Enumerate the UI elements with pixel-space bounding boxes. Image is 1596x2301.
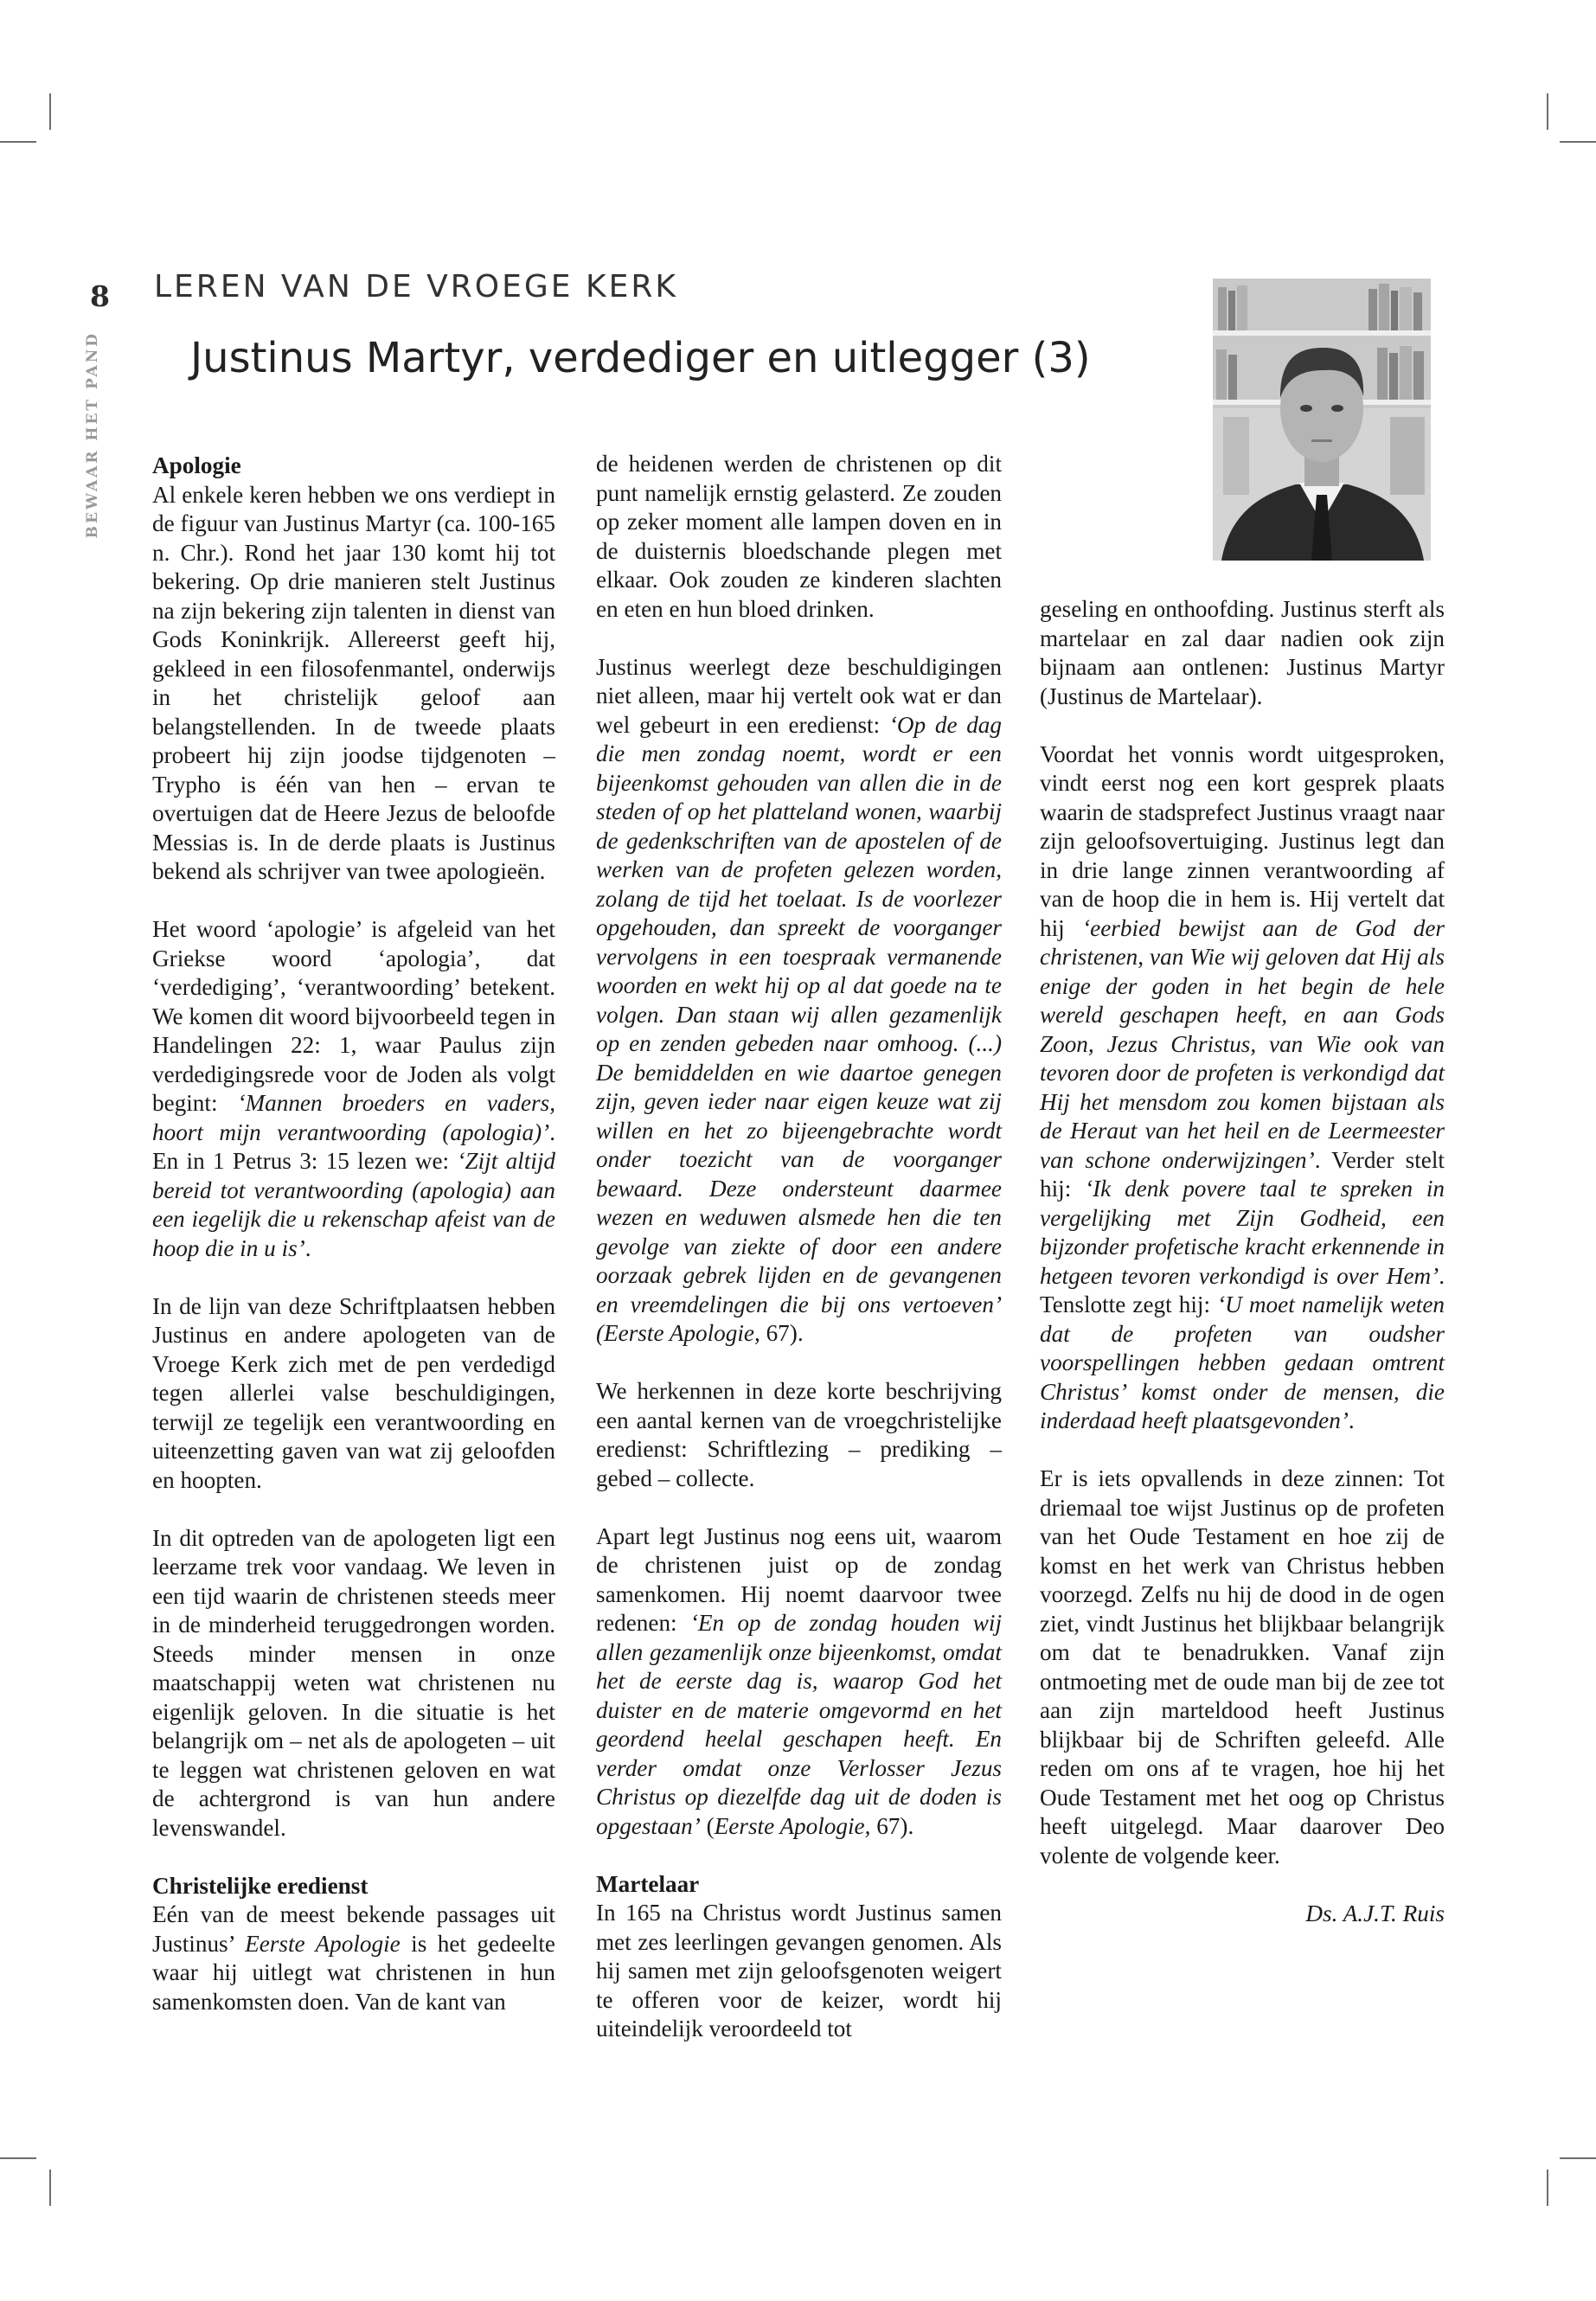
author-portrait-image — [1213, 279, 1431, 561]
article-column-1 — [152, 452, 555, 2046]
crop-mark — [1560, 2157, 1596, 2159]
paragraph: We herkennen in deze korte beschrijving een aantal kernen van de vroegchristelijke eredienst: Schriftlezing – prediking – gebed – collecte. — [596, 1378, 1002, 1491]
paragraph: Al enkele keren hebben we ons verdiept in de figuur van Justinus Martyr (ca. 100-165 n. Chr.). Rond het jaar 130 komt hij tot bekering. Op drie manieren stelt Justinus na zijn bekering zijn talenten in dienst van Gods Koninkrijk. Allereerst geeft hij, gekleed in een filosofenmantel, onderwijs in het christelijk geloof aan belangstellenden. In de tweede plaats probeert hij zijn joodse tijdgenoten – Trypho is één van hen – ervan te overtuigen dat de Heere Jezus de beloofde Messias is. In de derde plaats is Justinus bekend als schrijver van twee apologieën. — [152, 481, 555, 884]
paragraph: Justinus weerlegt deze beschuldigingen niet alleen, maar hij vertelt ook wat er dan wel gebeurt in een eredienst: ‘Op de dag die men zondag noemt, wordt er een bijeenkomst gehouden van allen die in de steden of op het platteland wonen, waarbij de gedenkschriften van de apostelen of de werken van de profeten gelezen worden, zolang de tijd het toelaat. Is de voorlezer opgehouden, dan spreekt de voorganger vervolgens in een toespraak vermanende woorden en wekt hij op al dat goede na te volgen. Dan staan wij allen gezamenlijk op en zenden gebeden naar omhoog. (...) De bemiddelden en wie daartoe genegen zijn, geven ieder naar eigen keuze wat zij willen en het zo bijeengebrachte wordt onder toezicht van de voorganger bewaard. Deze ondersteunt daarmee wezen en weduwen alsmede hen die ten gevolge van ziekte of door een andere oorzaak gebrek lijden en de gevangenen en vreemdelingen die bij ons vertoeven’ (Eerste Apologie, 67). — [596, 653, 1002, 1346]
crop-mark — [0, 2157, 36, 2159]
paragraph: de heidenen werden de christenen op dit punt namelijk ernstig gelasterd. Ze zouden op zeker moment alle lampen doven en in de duisternis bloedschande plegen met elkaar. Ook zouden ze kinderen slachten en eten en hun bloed drinken. — [596, 451, 1002, 622]
crop-mark — [1547, 93, 1548, 130]
crop-mark — [1547, 2170, 1548, 2206]
section-heading-martelaar: Martelaar — [596, 1870, 700, 1897]
section-heading-apologie: Apologie — [152, 452, 241, 478]
paragraph: Het woord ‘apologie’ is afgeleid van het Griekse woord ‘apologia’, dat ‘verdediging’, ‘verantwoording’ betekent. We komen dit woord bijvoorbeeld tegen in Handelingen 22: 1, waar Paulus zijn verdedigingsrede voor de Joden als volgt begint: ‘Mannen broeders en vaders, hoort mijn verantwoording (apologia)’. En in 1 Petrus 3: 15 lezen we: ‘Zijt altijd bereid tot verantwoording (apologia) aan een iegelijk die u rekenschap afeist van de hoop die in u is’. — [152, 916, 555, 1261]
paragraph: Apart legt Justinus nog eens uit, waarom de christenen juist op de zondag samenkomen. Hij noemt daarvoor twee redenen: ‘En op de zondag houden wij allen gezamenlijk onze bijeenkomst, omdat het de eerste dag is, waarop God het duister en de materie omgevormd en het geordend heelal geschapen heeft. En verder omdat onze Verlosser Jezus Christus op diezelfde dag uit de doden is opgestaan’ (Eerste Apologie, 67). — [596, 1522, 1002, 1839]
paragraph: Voordat het vonnis wordt uitgesproken, vindt eerst nog een kort gesprek plaats waarin de stadsprefect Justinus vraagt naar zijn geloofsovertuiging. Justinus legt dan in drie lange zinnen verantwoording af van de hoop die in hem is. Hij vertelt dat hij ‘eerbied bewijst aan de God der christenen, van Wie wij geloven dat Hij als enige der goden in het begin de hele wereld geschapen heeft, en aan Gods Zoon, Jezus Christus, van Wie ook van tevoren door de profeten is verkondigd dat Hij het mensdom zou komen bijstaan als de Heraut van het heil en de Leermeester van schone onderwijzingen’. Verder stelt hij: ‘Ik denk povere taal te spreken in vergelijking met Zijn Godheid, een bijzonder profetische kracht erkennende in hetgeen tevoren verkondigd is over Hem’. Tenslotte zegt hij: ‘U moet namelijk weten dat de profeten van oudsher voorspellingen hebben gedaan omtrent Christus’ komst onder de mensen, die inderdaad heeft plaatsgevonden’. — [1040, 740, 1445, 1433]
series-title: LEREN VAN DE VROEGE KERK — [154, 269, 678, 304]
paragraph: geseling en onthoofding. Justinus sterft als martelaar en zal daar nadien ook zijn bijnaam aan ontlenen: Justinus Martyr (Justinus de Martelaar). — [1040, 596, 1445, 709]
article-column-3 — [1040, 595, 1445, 1958]
paragraph: In dit optreden van de apologeten ligt een leerzame trek voor vandaag. We leven in een tijd waarin de christenen steeds meer in de minderheid teruggedrongen worden. Steeds minder mensen in onze maatschappij weten wat christenen nu eigenlijk geloven. In die situatie is het belangrijk om – net als de apologeten – uit te leggen wat christenen geloven en wat de achtergrond is van hun andere levenswandel. — [152, 1524, 555, 1841]
portrait-photo — [1213, 279, 1431, 561]
crop-mark — [49, 2170, 51, 2206]
article-column-2 — [596, 450, 1002, 2073]
author-signature: Ds. A.J.T. Ruis — [1305, 1900, 1445, 1926]
paragraph: In 165 na Christus wordt Justinus samen met zes leerlingen gevangen genomen. Als hij samen met zijn geloofsgenoten weigert te offeren voor de keizer, wordt hij uiteindelijk veroordeeld tot — [596, 1900, 1002, 2041]
section-heading-eredienst: Christelijke eredienst — [152, 1872, 369, 1899]
paragraph: Eén van de meest bekende passages uit Justinus’ Eerste Apologie is het gedeelte waar hij uitlegt wat christenen in hun samenkomsten doen. Van de kant van — [152, 1901, 555, 2015]
paragraph: Er is iets opvallends in deze zinnen: Tot driemaal toe wijst Justinus op de profeten van het Oude Testament en hoe zij de komst en het werk van Christus hebben voorzegd. Zelfs nu hij de dood in de ogen ziet, vindt Justinus het blijkbaar belangrijk om dat te benadrukken. Vanaf zijn ontmoeting met de oude man bij de zee tot aan zijn marteldood heeft Justinus blijkbaar bij de Schriften geleefd. Alle reden om ons af te vragen, hoe hij het Oude Testament met het oog op Christus heeft uitgelegd. Maar daarover Deo volente de volgende keer. — [1040, 1465, 1445, 1868]
crop-mark — [0, 141, 36, 143]
running-title: BEWAAR HET PAND — [84, 331, 101, 539]
crop-mark — [49, 93, 51, 130]
page-number: 8 — [90, 279, 110, 313]
crop-mark — [1560, 141, 1596, 143]
paragraph: In de lijn van deze Schriftplaatsen hebben Justinus en andere apologeten van de Vroege Kerk zich met de pen verdedigd tegen allerlei valse beschuldigingen, terwijl ze tegelijk een verantwoording en uiteenzetting gaven van wat zij geloofden en hoopten. — [152, 1292, 555, 1493]
article-headline: Justinus Martyr, verdediger en uitlegger (3) — [190, 334, 1091, 382]
